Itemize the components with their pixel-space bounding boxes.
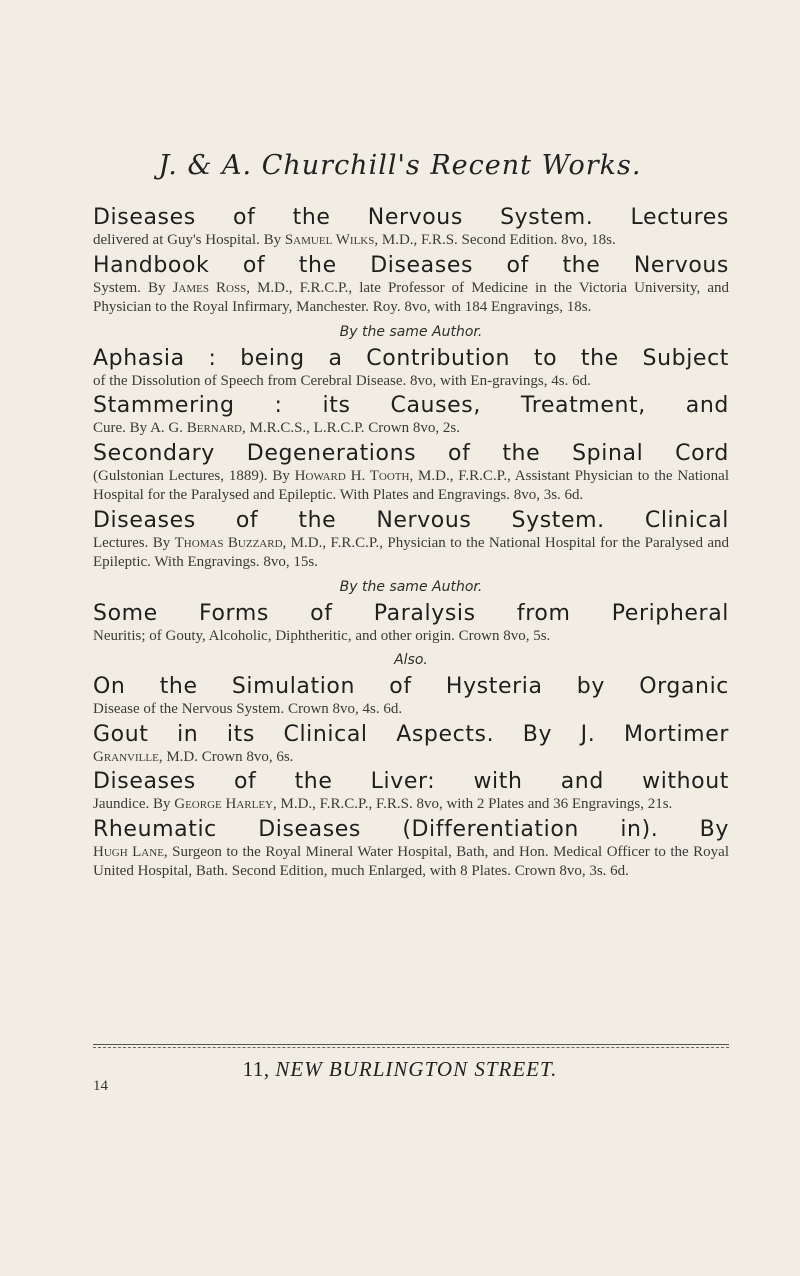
book-description: delivered at Guy's Hospital. By Samuel Wilks, M.D., F.R.S. Second Edition. 8vo, 18s. bbox=[93, 232, 616, 248]
footer-rule-bottom bbox=[93, 1047, 729, 1048]
author-name: Bernard bbox=[186, 420, 242, 436]
book-title: Diseases of the Nervous System. Clinical bbox=[93, 507, 729, 533]
also-divider: Also. bbox=[394, 652, 428, 668]
book-title: Diseases of the Nervous System. Lectures bbox=[93, 205, 729, 230]
book-description: Hugh Lane, Surgeon to the Royal Mineral Water Hospital, Bath, and Hon. Medical Officer to the Royal United Hospital, Bath. Second Edition, much Enlarged, with 8 Plates. Crown 8vo, 3s. 6d. bbox=[93, 843, 729, 879]
author-name: Granville bbox=[93, 748, 159, 765]
book-description: System. By James Ross, M.D., F.R.C.P., late Professor of Medicine in the Victoria University, and Physician to the Royal Infirmary, Manchester. Roy. 8vo, with 184 Engravings, 18s. bbox=[93, 279, 729, 315]
book-title: Gout in its Clinical Aspects. By J. Mortimer bbox=[93, 721, 729, 747]
by-same-author-divider: By the same Author. bbox=[339, 323, 483, 340]
book-description: Jaundice. By George Harley, M.D., F.R.C.P., F.R.S. 8vo, with 2 Plates and 36 Engravings, 21s. bbox=[93, 796, 673, 812]
book-entry bbox=[93, 817, 729, 882]
book-entry bbox=[93, 508, 729, 573]
book-description: Granville, M.D. Crown 8vo, 6s. bbox=[93, 748, 294, 765]
book-title: On the Simulation of Hysteria by Organic bbox=[93, 674, 729, 699]
author-name: Samuel Wilks bbox=[284, 232, 375, 248]
book-title: Some Forms of Paralysis from Peripheral bbox=[93, 600, 729, 626]
book-entry bbox=[93, 722, 729, 768]
author-name: George Harley bbox=[174, 796, 273, 812]
book-description: Lectures. By Thomas Buzzard, M.D., F.R.C.P., Physician to the National Hospital for the Paralysed and Epileptic. With Engravings. 8vo, 15s. bbox=[93, 534, 729, 570]
author-name: Hugh Lane bbox=[93, 843, 164, 860]
book-title: Rheumatic Diseases (Differentiation in). By bbox=[93, 816, 729, 842]
footer-rule-top bbox=[93, 1044, 729, 1045]
book-description: Cure. By A. G. Bernard, M.R.C.S., L.R.C.P. Crown 8vo, 2s. bbox=[93, 420, 460, 436]
book-entry bbox=[93, 253, 729, 318]
book-title: Aphasia : being a Contribution to the Subject bbox=[93, 345, 729, 371]
book-entry bbox=[93, 769, 729, 815]
book-description: Neuritis; of Gouty, Alcoholic, Diphtheritic, and other origin. Crown 8vo, 5s. bbox=[93, 627, 551, 644]
book-entry bbox=[93, 601, 729, 647]
street-name: NEW BURLINGTON STREET. bbox=[275, 1057, 558, 1081]
publisher-address bbox=[0, 1057, 800, 1082]
book-title: Secondary Degenerations of the Spinal Cord bbox=[93, 440, 729, 466]
book-entry bbox=[93, 346, 729, 392]
by-same-author-divider: By the same Author. bbox=[339, 578, 483, 595]
page-number: 14 bbox=[93, 1078, 108, 1094]
running-header: J. & A. Churchill's Recent Works. bbox=[158, 150, 642, 181]
book-list bbox=[93, 205, 729, 884]
book-entry bbox=[93, 674, 729, 720]
author-name: James Ross bbox=[172, 279, 247, 296]
book-entry bbox=[93, 205, 729, 251]
book-entry bbox=[93, 393, 729, 439]
book-description: Disease of the Nervous System. Crown 8vo, 4s. 6d. bbox=[93, 701, 403, 717]
book-title: Handbook of the Diseases of the Nervous bbox=[93, 252, 729, 278]
book-title: Diseases of the Liver: with and without bbox=[93, 769, 729, 794]
book-title: Stammering : its Causes, Treatment, and bbox=[93, 393, 729, 418]
author-name: Thomas Buzzard bbox=[174, 534, 283, 551]
book-entry bbox=[93, 441, 729, 506]
author-name: Howard H. Tooth bbox=[294, 467, 410, 484]
street-number: 11, bbox=[242, 1057, 270, 1081]
book-description: of the Dissolution of Speech from Cerebral Disease. 8vo, with En-gravings, 4s. 6d. bbox=[93, 372, 591, 389]
book-description: (Gulstonian Lectures, 1889). By Howard H. Tooth, M.D., F.R.C.P., Assistant Physician to the National Hospital for the Paralysed and Epileptic. With Plates and Engravings. 8vo, 3s. 6d. bbox=[93, 467, 729, 503]
